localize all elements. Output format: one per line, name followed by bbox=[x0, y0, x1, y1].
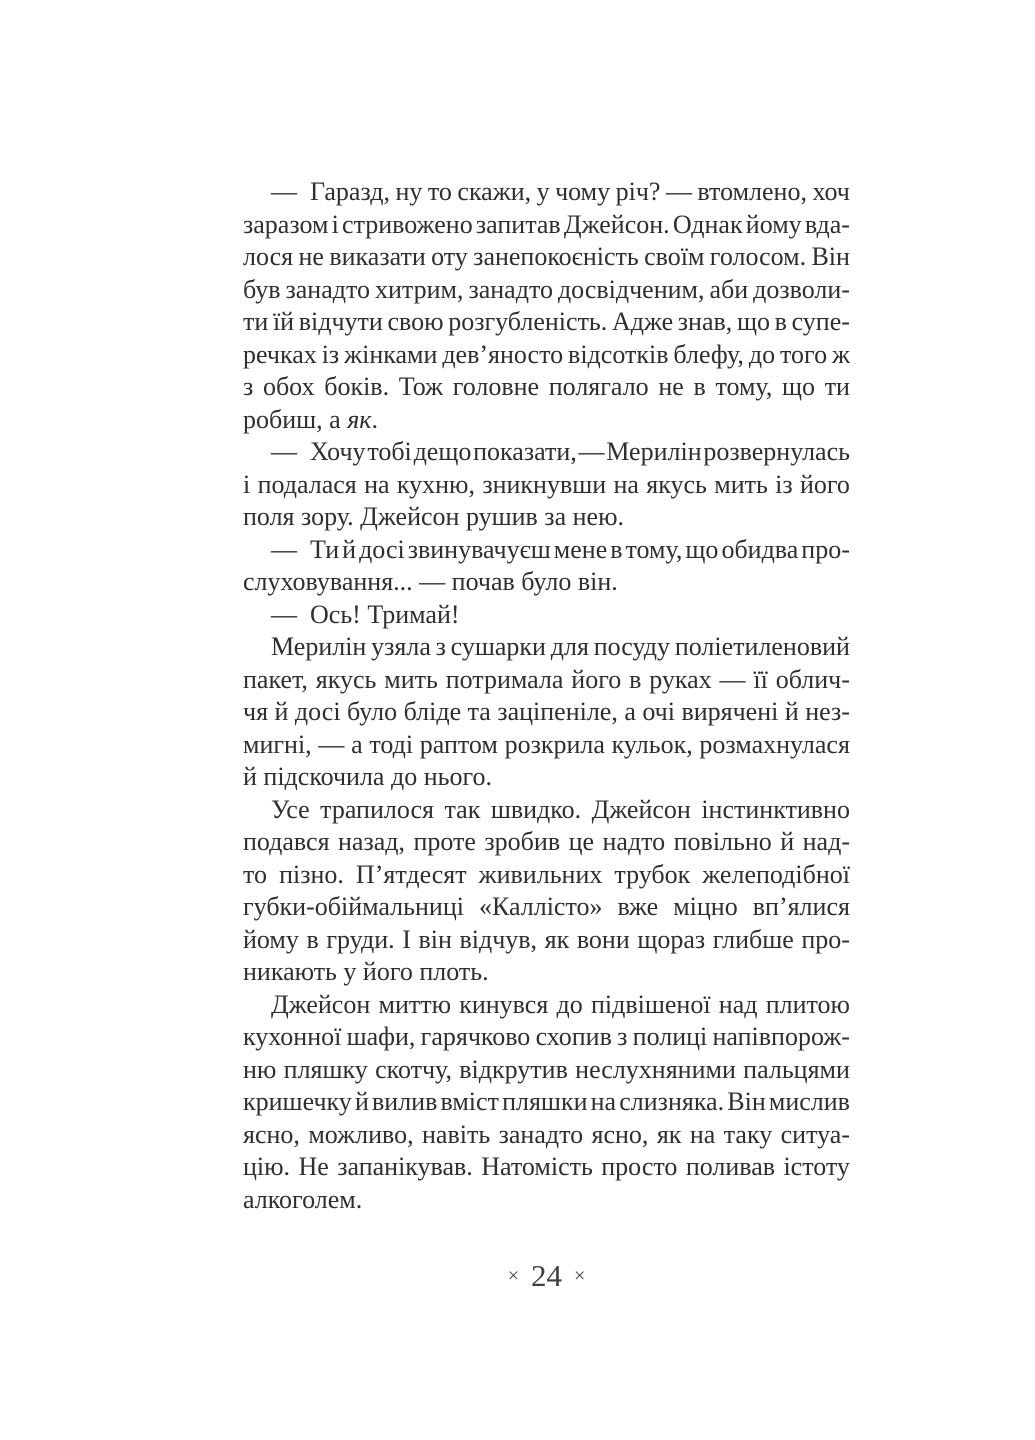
paragraph bbox=[243, 989, 850, 1217]
text-segment: алкоголем. bbox=[243, 1184, 363, 1214]
text-line: Джейсон миттю кинувся до підвішеної над плитою bbox=[271, 989, 850, 1019]
footer-right-mark: × bbox=[574, 1264, 586, 1287]
text-line: ясно, можливо, навіть занадто ясно, як на таку ситуа- bbox=[243, 1119, 850, 1149]
text-segment: поля зору. Джейсон рушив за нею. bbox=[243, 502, 624, 531]
text-line bbox=[243, 1184, 850, 1217]
text-line: йому в груди. І він відчув, як вони щораз глибше про- bbox=[243, 924, 850, 954]
text-line: лося не виказати оту занепокоєність своїм голосом. Він bbox=[243, 242, 850, 271]
text-line: — Ти й досі звинувачуєш мене в тому, що обидва про- bbox=[271, 534, 850, 564]
text-line bbox=[243, 956, 850, 989]
text-segment: — Ось! Тримай! bbox=[271, 599, 460, 629]
text-line bbox=[243, 566, 850, 599]
text-line: речках із жінками дев’яносто відсотків блефу, до того ж bbox=[243, 339, 850, 369]
paragraph bbox=[243, 176, 850, 436]
text-line: пакет, якусь мить потримала його в руках — її облич- bbox=[243, 664, 850, 694]
text-line: заразом і стривожено запитав Джейсон. Однак йому вда- bbox=[243, 209, 850, 239]
text-line bbox=[243, 501, 850, 534]
text-line: з обох боків. Тож головне полягало не в тому, що ти bbox=[243, 372, 850, 401]
text-line: Усе трапилося так швидко. Джейсон інстинктивно bbox=[271, 794, 850, 824]
text-line: — Гаразд, ну то скажи, у чому річ? — втомлено, хоч bbox=[271, 177, 850, 206]
text-line bbox=[243, 404, 850, 437]
footer-left-mark: × bbox=[507, 1264, 519, 1287]
text-line: чя й досі було бліде та заціпеніле, а очі вирячені й нез- bbox=[243, 697, 850, 726]
text-segment: . bbox=[371, 404, 378, 434]
text-line: і подалася на кухню, зникнувши на якусь мить із його bbox=[243, 469, 850, 499]
text-segment: слуховування... — почав було він. bbox=[243, 567, 618, 596]
text-line: ню пляшку скотчу, відкрутив неслухняними пальцями bbox=[243, 1054, 850, 1084]
text-segment: робиш, а bbox=[243, 404, 348, 434]
text-line: губки-обіймальниці «Каллісто» вже міцно вп’ялися bbox=[243, 892, 850, 921]
text-segment: никають у його плоть. bbox=[243, 957, 489, 986]
paragraph bbox=[243, 631, 850, 794]
text-line: цію. Не запанікував. Натомість просто поливав істоту bbox=[243, 1152, 850, 1181]
text-line: то пізно. П’ятдесят живильних трубок желеподібної bbox=[243, 859, 850, 889]
text-line: подався назад, проте зробив це надто повільно й над- bbox=[243, 827, 850, 856]
text-line: мигні, — а тоді раптом розкрила кульок, розмахнулася bbox=[243, 729, 850, 759]
paragraph bbox=[243, 599, 850, 632]
text-line: Мерилін узяла з сушарки для посуду поліетиленовий bbox=[271, 632, 850, 661]
paragraph bbox=[243, 534, 850, 599]
text-segment: й підскочила до нього. bbox=[243, 762, 492, 791]
paragraph bbox=[243, 436, 850, 534]
text-block bbox=[243, 176, 850, 1216]
page-footer bbox=[243, 1258, 850, 1294]
text-line bbox=[243, 761, 850, 794]
text-line: кухонної шафи, гарячково схопив з полиці напівпорож- bbox=[243, 1022, 850, 1051]
text-line: був занадто хитрим, занадто досвідченим, аби дозволи- bbox=[243, 274, 850, 304]
text-line: ти їй відчути свою розгубленість. Адже знав, що в супе- bbox=[243, 307, 850, 336]
text-line: — Хочу тобі дещо показати, — Мерилін розвернулась bbox=[271, 437, 850, 466]
italic-text: як bbox=[347, 404, 372, 434]
paragraph bbox=[243, 794, 850, 989]
footer-page-number: 24 bbox=[531, 1258, 562, 1293]
text-line bbox=[243, 599, 850, 632]
text-line: кришечку й вилив вміст пляшки на слизняка. Він мислив bbox=[243, 1087, 850, 1116]
